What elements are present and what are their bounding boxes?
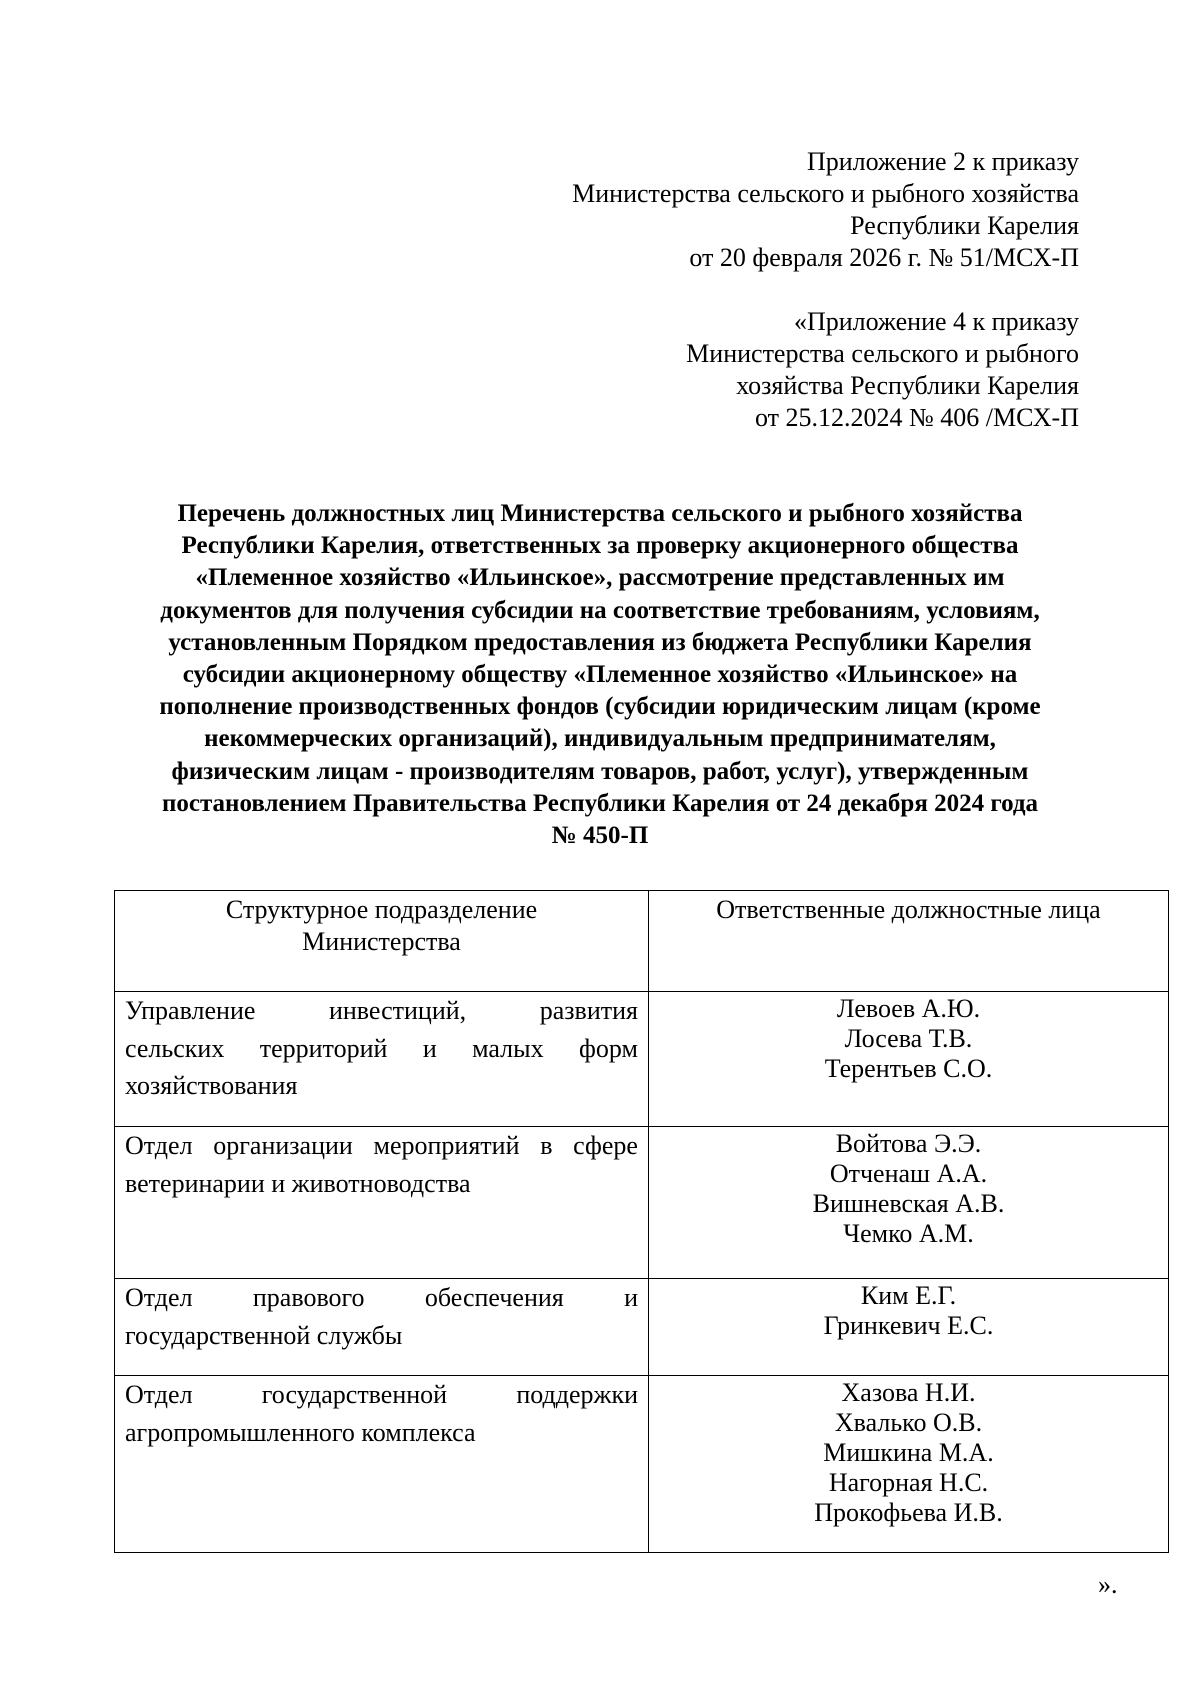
- department-word: ветеринарии и животноводства: [125, 1168, 471, 1198]
- department-word: сфере: [573, 1131, 638, 1160]
- officials-cell: [649, 992, 1169, 1127]
- officials-table: [114, 890, 1169, 1553]
- department-word: государственной службы: [125, 1320, 403, 1350]
- table-row: [115, 992, 1169, 1127]
- official-name: Ким Е.Г.: [860, 1281, 957, 1310]
- department-word: Отдел: [125, 1131, 193, 1160]
- official-name: Левоев А.Ю.: [836, 994, 981, 1023]
- department-word: форм: [579, 1033, 638, 1063]
- department-word: мероприятий: [373, 1131, 520, 1160]
- department-line: [125, 1067, 638, 1105]
- table-row: [115, 1127, 1169, 1279]
- officials-cell: [649, 1127, 1169, 1279]
- official-name: Хазова Н.И.: [841, 1378, 976, 1407]
- header-line: Ответственные должностные лица: [716, 895, 1101, 924]
- department-word: развития: [539, 996, 638, 1025]
- table-header-row: [115, 891, 1169, 992]
- title-line: некоммерческих организаций), индивидуальным предпринимателям,: [204, 725, 996, 753]
- department-word: сельских: [125, 1033, 225, 1063]
- department-word: Отдел: [125, 1380, 193, 1409]
- title-line: Перечень должностных лиц Министерства сельского и рыбного хозяйства: [177, 500, 1023, 527]
- official-name: Отченаш А.А.: [829, 1159, 988, 1188]
- department-word: в: [540, 1131, 553, 1160]
- department-word: и: [422, 1033, 437, 1063]
- title-line: Республики Карелия, ответственных за проверку акционерного общества: [181, 532, 1019, 560]
- department-word: обеспечения: [424, 1283, 564, 1312]
- department-cell: [115, 1127, 649, 1279]
- official-name: Прокофьева И.В.: [814, 1498, 1003, 1527]
- officials-cell: [649, 1376, 1169, 1553]
- official-name: Терентьев С.О.: [824, 1054, 993, 1083]
- department-word: малых: [472, 1033, 544, 1063]
- attachment-line: «Приложение 4 к приказу: [793, 307, 1079, 336]
- department-word: территорий: [259, 1033, 388, 1063]
- department-word: поддержки: [516, 1380, 638, 1409]
- official-name: Чемко А.М.: [843, 1219, 974, 1248]
- department-word: Управление: [125, 996, 256, 1025]
- title-line: установленным Порядком предоставления из бюджета Республики Карелия: [168, 628, 1032, 656]
- department-line: [125, 1279, 638, 1317]
- title-line: документов для получения субсидии на соответствие требованиям, условиям,: [160, 596, 1040, 624]
- table-row: [115, 1376, 1169, 1553]
- header-line: Структурное подразделение: [225, 895, 538, 924]
- official-name: Нагорная Н.С.: [828, 1468, 989, 1497]
- title-line: постановлением Правительства Республики Карелия от 24 декабря 2024 года: [161, 789, 1039, 817]
- attachment-line: Приложение 2 к приказу: [806, 147, 1079, 176]
- title-line: «Племенное хозяйство «Ильинское», рассмотрение представленных им: [195, 564, 1005, 592]
- department-line: [125, 1165, 638, 1203]
- document-title: [100, 498, 1100, 852]
- official-name: Гринкевич Е.С.: [823, 1311, 994, 1340]
- department-line: [125, 1127, 638, 1165]
- title-line: пополнение производственных фондов (субсидии юридическим лицам (кроме: [159, 693, 1041, 721]
- table-row: [115, 1279, 1169, 1376]
- header-officials: [649, 891, 1169, 992]
- attachment-line: хозяйства Республики Карелия: [736, 371, 1079, 400]
- department-line: [125, 1414, 638, 1452]
- official-name: Лосева Т.В.: [844, 1024, 973, 1053]
- title-line: № 450-П: [551, 822, 649, 850]
- attachment-line: Министерства сельского и рыбного хозяйства: [572, 179, 1079, 208]
- attachment-header-previous: [686, 306, 1079, 434]
- attachment-line: от 25.12.2024 № 406 /МСХ-П: [754, 403, 1079, 432]
- header-line: Министерства: [302, 927, 461, 956]
- department-cell: [115, 992, 649, 1127]
- department-cell: [115, 1279, 649, 1376]
- official-name: Войтова Э.Э.: [835, 1129, 982, 1158]
- department-word: государственной: [261, 1380, 448, 1409]
- closing-quote: ».: [1098, 1570, 1118, 1599]
- department-word: правового: [252, 1283, 365, 1312]
- department-line: [125, 1030, 638, 1068]
- attachment-line: Министерства сельского и рыбного: [686, 339, 1079, 368]
- department-word: организации: [213, 1131, 353, 1160]
- official-name: Вишневская А.В.: [812, 1189, 1005, 1218]
- department-line: [125, 1376, 638, 1414]
- official-name: Хвалько О.В.: [834, 1408, 983, 1437]
- department-cell: [115, 1376, 649, 1553]
- department-word: и: [624, 1283, 638, 1312]
- department-line: [125, 992, 638, 1030]
- department-word: Отдел: [125, 1283, 193, 1312]
- department-word: агропромышленного комплекса: [125, 1417, 476, 1447]
- department-word: инвестиций,: [328, 996, 467, 1025]
- officials-cell: [649, 1279, 1169, 1376]
- attachment-line: Республики Карелия: [850, 211, 1079, 240]
- official-name: Мишкина М.А.: [823, 1438, 994, 1467]
- department-line: [125, 1317, 638, 1355]
- attachment-line: от 20 февраля 2026 г. № 51/МСХ-П: [689, 243, 1079, 272]
- header-department: [115, 891, 649, 992]
- attachment-header-current: [572, 146, 1079, 274]
- title-line: физическим лицам - производителям товаров, работ, услуг), утвержденным: [171, 757, 1029, 785]
- department-word: хозяйствования: [125, 1071, 298, 1100]
- title-line: субсидии акционерному обществу «Племенное хозяйство «Ильинское» на: [182, 661, 1018, 689]
